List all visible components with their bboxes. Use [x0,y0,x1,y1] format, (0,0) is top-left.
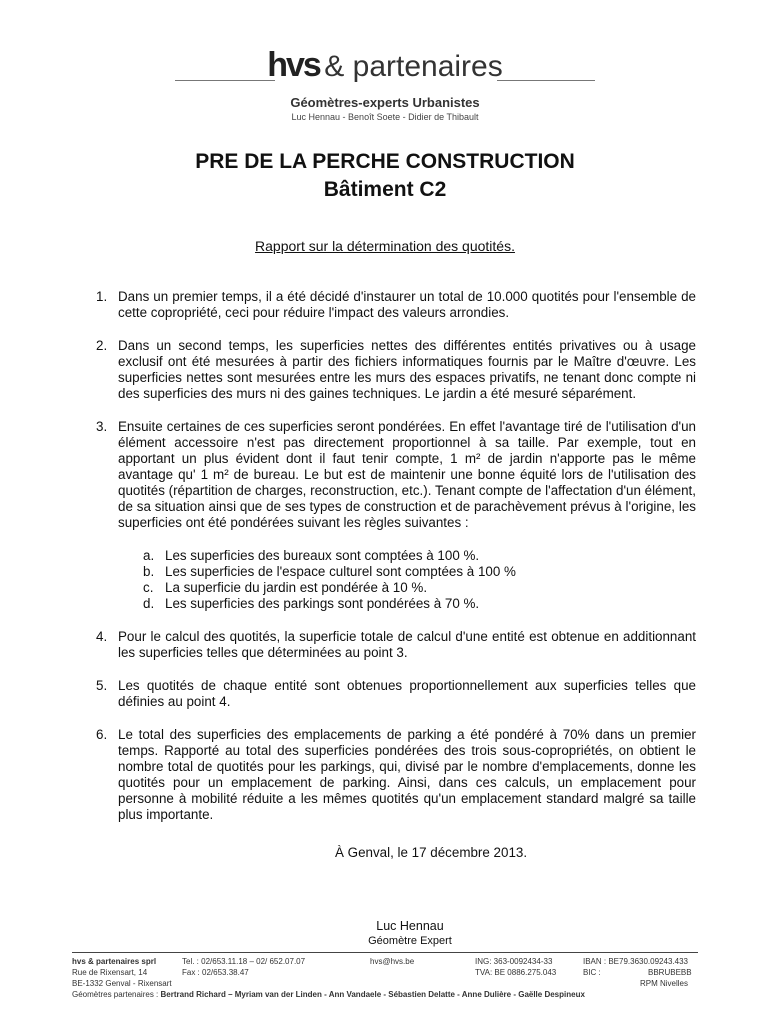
logo-brand: hvs [267,46,320,84]
sub-list-item [143,596,696,612]
list-item [96,289,696,321]
sub-item-letter: b. [143,564,155,579]
document-subtitle: Bâtiment C2 [323,178,447,201]
place-date: À Genval, le 17 décembre 2013. [335,845,528,860]
list-item [96,678,696,710]
item-text: Ensuite certaines de ces superficies seront pondérées. En effet l'avantage tiré de l'utilisation d'un élément accessoire n'est pas directement proportionnel à sa taille. Par exemple, tout en apportant un plus évident dont il faut tenir compte, 1 m² de jardin n'apporte pas le même avantage qu' 1 m² de bureau. Le but est de maintenir une bonne équité lors de l'utilisation des quotités (répartition de charges, reconstruction, etc.). Tenant compte de l'affectation d'un élément, de sa situation ainsi que de ses types de construction et de parachèvement prévus à l'origine, les superficies ont été pondérées suivant les règles suivantes : [118,419,696,530]
footer-bic-label: BIC : [583,968,601,977]
footer-bic-value: BBRUBEBB [648,968,692,977]
document-body [96,289,696,840]
list-item [96,338,696,402]
report-title: Rapport sur la détermination des quotités. [255,238,515,254]
sub-item-letter: c. [143,580,154,595]
sub-item-text: La superficie du jardin est pondérée à 10 %. [165,580,428,595]
item-number: 6. [96,727,108,742]
item-text: Dans un second temps, les superficies nettes des différentes entités privatives ou à usage exclusif ont été mesurées à partir des fichiers informatiques fournis par le Maître d'œuvre. Les superficies nettes sont mesurées entre les murs des espaces privatifs, ne tenant donc compte ni des superficies des murs ni des gaines techniques. Le jardin a été mesuré séparément. [118,338,696,401]
footer-company: hvs & partenaires sprl [72,957,157,966]
letterhead-subtitle: Géomètres-experts Urbanistes [290,95,480,110]
item-text: Dans un premier temps, il a été décidé d'instaurer un total de 10.000 quotités pour l'ensemble de cette copropriété, ceci pour réduire l'impact des valeurs arrondies. [118,289,696,320]
footer-tel: Tel. : 02/653.11.18 – 02/ 652.07.07 [182,957,306,966]
sub-item-letter: d. [143,596,155,611]
company-logo [0,48,770,82]
footer-address1: Rue de Rixensart, 14 [72,968,148,977]
footer-partners [72,990,585,999]
signature-name: Luc Hennau [376,919,444,933]
footer-partners-label: Géomètres partenaires : [72,990,159,999]
sub-list [96,548,696,612]
sub-item-text: Les superficies de l'espace culturel sont comptées à 100 % [165,564,516,579]
footer-address2: BE-1332 Genval - Rixensart [72,979,172,988]
logo-partners: & partenaires [324,50,503,83]
list-item [96,419,696,531]
footer-ing: ING: 363-0092434-33 [475,957,553,966]
footer-email[interactable]: hvs@hvs.be [370,957,415,966]
sub-list-item [143,580,696,596]
footer-rule [72,952,698,953]
footer-fax: Fax : 02/653.38.47 [182,968,249,977]
footer-tva: TVA: BE 0886.275.043 [475,968,557,977]
document-title: PRE DE LA PERCHE CONSTRUCTION [195,150,575,173]
sub-list-item [143,564,696,580]
item-number: 3. [96,419,108,434]
item-number: 5. [96,678,108,693]
sub-list-item [143,548,696,564]
item-number: 1. [96,289,108,304]
sub-item-text: Les superficies des parkings sont pondérées à 70 %. [165,596,480,611]
sub-item-text: Les superficies des bureaux sont comptées à 100 %. [165,548,480,563]
list-item [96,727,696,823]
item-text: Les quotités de chaque entité sont obtenues proportionnellement aux superficies telles que définies au point 4. [118,678,696,709]
list-item [96,629,696,661]
sub-item-letter: a. [143,548,155,563]
item-number: 2. [96,338,108,353]
footer-iban: IBAN : BE79.3630.09243.433 [583,957,688,966]
footer-rpm: RPM Nivelles [640,979,689,988]
letterhead-names: Luc Hennau - Benoît Soete - Didier de Thibault [291,112,479,122]
footer-partners-names: Bertrand Richard – Myriam van der Linden - Ann Vandaele - Sébastien Delatte - Anne Dulière - Gaëlle Despineux [160,990,585,999]
item-text: Pour le calcul des quotités, la superficie totale de calcul d'une entité est obtenue en additionnant les superficies telles que déterminées au point 3. [118,629,696,660]
item-text: Le total des superficies des emplacements de parking a été pondéré à 70% dans un premier temps. Rapporté au total des superficies pondérées des trois sous-copropriétés, on obtient le nombre total de quotités pour les parkings, qui, divisé par le nombre d'emplacements, donne les quotités pour un emplacement de parking. Ainsi, dans ces calculs, un emplacement pour personne à mobilité réduite a les mêmes quotités qu'un emplacement standard malgré sa taille plus importante. [118,727,696,822]
item-number: 4. [96,629,108,644]
signature-title: Géomètre Expert [368,935,452,947]
